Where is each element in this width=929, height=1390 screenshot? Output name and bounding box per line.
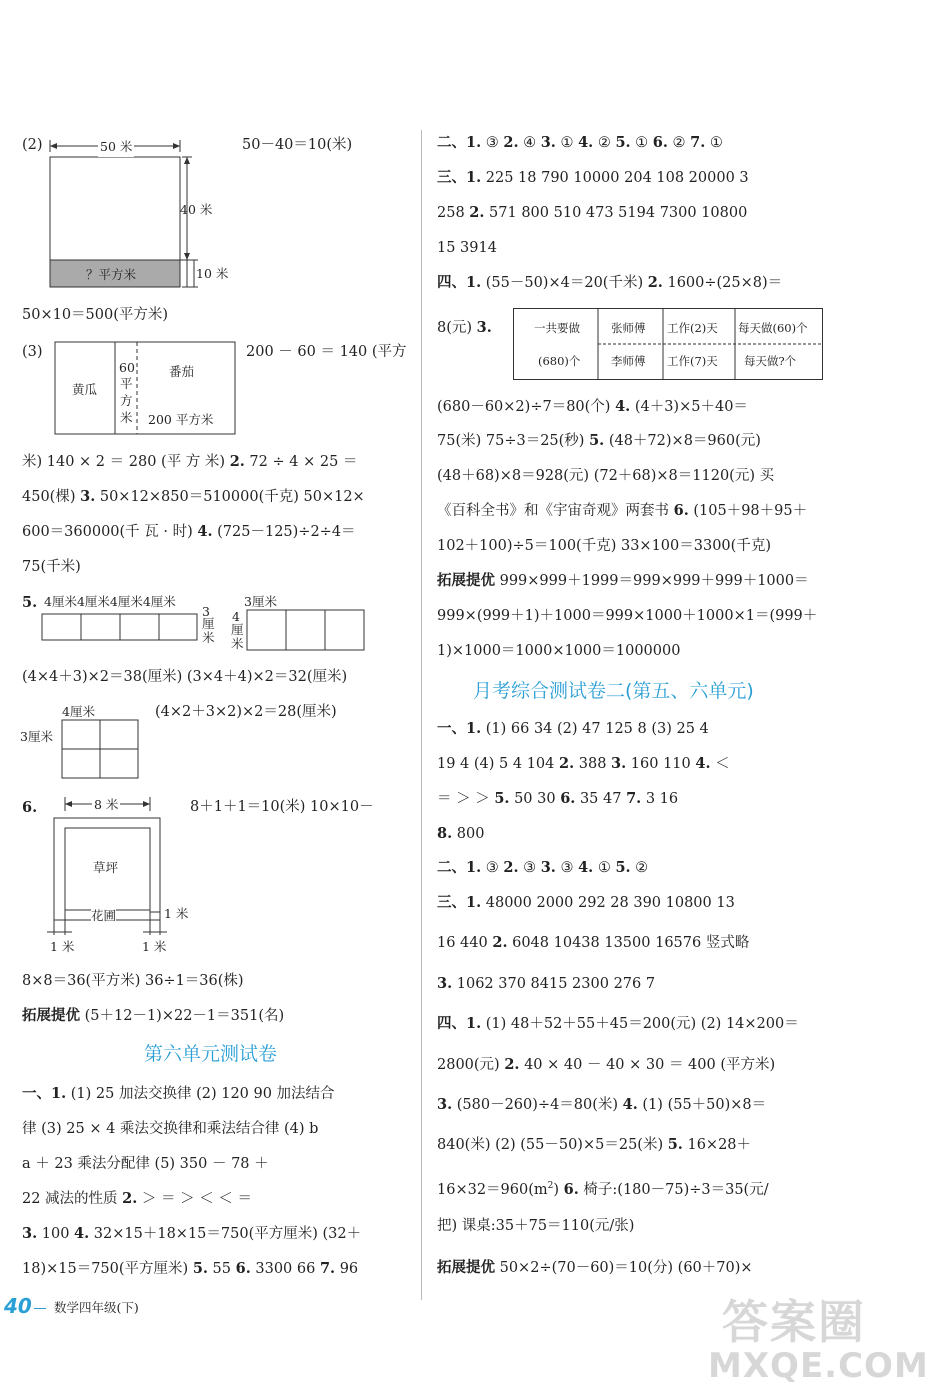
line-l9: 一、1. (1) 25 加法交换律 (2) 120 90 加法结合: [22, 1085, 335, 1102]
fig5-num: 5.: [22, 594, 38, 611]
fig5b-calc: (4×2＋3×2)×2＝28(厘米): [155, 704, 337, 720]
line-r25: 3. (580－260)÷4＝80(米) 4. (1) (55＋50)×8＝: [437, 1096, 767, 1113]
fig2-calc: 50－40＝10(米): [242, 137, 353, 153]
table-total-value: (680)个: [538, 354, 581, 368]
line-r14: 1)×1000＝1000×1000＝1000000: [437, 643, 681, 659]
table-total-label: 一共要做: [534, 321, 580, 335]
fig5-r3: 米: [202, 630, 215, 645]
line-r27: $16\times 32=960(m^2)$ 6. 椅子:(180－75)÷3＝35(元/: [437, 1180, 769, 1198]
footer-dash: [34, 1308, 46, 1309]
line-l12: 22 减法的性质 2. ＞ ＝ ＞ ＜ ＜ ＝: [22, 1190, 252, 1207]
line-l6: (4×4＋3)×2＝38(厘米) (3×4＋4)×2＝32(厘米): [22, 669, 348, 685]
fig5b-top: 4厘米: [62, 704, 95, 719]
fig3-cucumber: 黄瓜: [72, 382, 98, 397]
line-l13: 3. 100 4. 32×15＋18×15＝750(平方厘米) (32＋: [22, 1225, 362, 1242]
line-r10: 《百科全书》和《宇宙奇观》两套书 6. (105＋98＋95＋: [437, 502, 808, 519]
line-r2: 三、1. 225 18 790 10000 204 108 20000 3: [437, 169, 749, 186]
fig5b-side: 3厘米: [20, 729, 53, 744]
fig5-l3: 米: [231, 636, 244, 651]
line-r9: (48＋68)×8＝928(元) (72＋68)×8＝1120(元) 买: [437, 468, 775, 484]
line-l10: 律 (3) 25 × 4 乘法交换律和乘法结合律 (4) b: [22, 1121, 319, 1137]
line-r24: 2800(元) 2. 40 × 40 － 40 × 30 ＝ 400 (平方米): [437, 1056, 776, 1073]
right-section-title: 月考综合测试卷二(第五、六单元): [473, 680, 754, 702]
line-r26: 840(米) (2) (55－50)×5＝25(米) 5. 16×28＋: [437, 1136, 752, 1153]
fig2-height2: 10 米: [196, 266, 229, 281]
line-r22: 3. 1062 370 8415 2300 276 7: [437, 975, 656, 992]
table-rate-zhang: 每天做(60)个: [738, 321, 808, 335]
fig3-fang: 方: [120, 393, 133, 408]
line-r7: (680－60×2)÷7＝80(个) 4. (4＋3)×5＋40＝: [437, 398, 748, 415]
page-number: 40: [4, 1294, 32, 1318]
fig6-top: 8 米: [92, 795, 120, 815]
line-r28: 把) 课桌:35＋75＝110(元/张): [437, 1218, 635, 1234]
line-r16: 19 4 (4) 5 4 104 2. 388 3. 160 110 4. ＜: [437, 755, 730, 772]
watermark-logo: 答案圈: [722, 1295, 866, 1349]
footer-text: 数学四年级(下): [54, 1300, 139, 1315]
fig3-label: (3): [22, 344, 43, 360]
line-r12: 拓展提优 999×999＋1999＝999×999＋999＋1000＝: [437, 572, 809, 589]
fig5-top: 4厘米4厘米4厘米4厘米: [44, 594, 176, 609]
table-days-zhang: 工作(2)天: [667, 321, 718, 335]
line-r17: ＝ ＞ ＞ 5. 50 30 6. 35 47 7. 3 16: [437, 790, 679, 807]
fig6-b1: 1 米: [50, 939, 75, 954]
line-r19: 二、1. ③ 2. ③ 3. ③ 4. ① 5. ②: [437, 859, 649, 876]
line-l14: 18)×15＝750(平方厘米) 5. 55 6. 3300 66 7. 96: [22, 1260, 359, 1277]
fig6-garden: 花圃: [91, 906, 116, 926]
line-r1: 二、1. ③ 2. ④ 3. ① 4. ② 5. ① 6. ② 7. ①: [437, 134, 723, 151]
line-l4: 600＝360000(千 瓦 · 时) 4. (725－125)÷2÷4＝: [22, 523, 356, 540]
line-r20: 三、1. 48000 2000 292 28 390 10800 13: [437, 894, 735, 911]
fig6-right: 1 米: [164, 906, 189, 921]
table-days-li: 工作(7)天: [667, 354, 718, 368]
line-r5: 四、1. (55－50)×4＝20(千米) 2. 1600÷(25×8)＝: [437, 274, 783, 291]
fig5-l1: 4: [232, 609, 240, 624]
fig3-60: 60: [119, 360, 135, 375]
fig3-calc: 200 － 60 ＝ 140 (平方: [246, 344, 407, 360]
line-r3: 258 2. 571 800 510 473 5194 7300 10800: [437, 204, 748, 221]
fig6-calc: 8＋1＋1＝10(米) 10×10－: [190, 799, 374, 815]
line-l1: 50×10＝500(平方米): [22, 307, 169, 323]
left-section-title: 第六单元测试卷: [144, 1043, 278, 1065]
line-l3: 450(棵) 3. 50×12×850＝510000(千克) 50×12×: [22, 488, 365, 505]
fig6-grass: 草坪: [93, 860, 119, 875]
line-l7: 8×8＝36(平方米) 36÷1＝36(株): [22, 973, 244, 989]
line-r23: 四、1. (1) 48＋52＋55＋45＝200(元) (2) 14×200＝: [437, 1015, 799, 1032]
line-r29: 拓展提优 50×2÷(70－60)＝10(分) (60＋70)×: [437, 1259, 753, 1276]
fig5-r1: 3: [202, 604, 210, 619]
fig5-l2: 厘: [231, 622, 244, 637]
fig3-area: 200 平方米: [148, 412, 214, 427]
line-r21: 16 440 2. 6048 10438 13500 16576 竖式略: [437, 934, 750, 951]
line-r15: 一、1. (1) 66 34 (2) 47 125 8 (3) 25 4: [437, 720, 709, 737]
fig2-width: 50 米: [98, 137, 134, 157]
fig3-tomato: 番茄: [169, 364, 195, 379]
line-l11: a ＋ 23 乘法分配律 (5) 350 － 78 ＋: [22, 1156, 269, 1172]
fig3-ping: 平: [120, 376, 133, 391]
fig5-r2: 厘: [202, 616, 215, 631]
line-r11: 102＋100)÷5＝100(千克) 33×100＝3300(千克): [437, 538, 771, 554]
table-worker-zhang: 张师傅: [611, 321, 646, 335]
line-r6: 8(元) 3.: [437, 319, 492, 336]
fig3-mi: 米: [120, 410, 133, 425]
line-l8: 拓展提优 (5＋12－1)×22－1＝351(名): [22, 1007, 285, 1024]
table-rate-li: 每天做?个: [744, 354, 797, 368]
fig6-num: 6.: [22, 799, 38, 816]
line-r18: 8. 800: [437, 825, 485, 842]
line-l2: 米) 140 × 2 ＝ 280 (平 方 米) 2. 72 ÷ 4 × 25 ＝: [22, 453, 358, 470]
fig2-height: 40 米: [180, 202, 213, 217]
fig2-area: ？平方米: [86, 267, 137, 282]
fig6-b2: 1 米: [142, 939, 167, 954]
work-table: [513, 308, 823, 380]
line-r4: 15 3914: [437, 240, 497, 256]
line-r13: 999×(999＋1)＋1000＝999×1000＋1000×1＝(999＋: [437, 608, 818, 624]
fig2-label: (2): [22, 137, 43, 153]
line-r8: 75(米) 75÷3＝25(秒) 5. (48＋72)×8＝960(元): [437, 432, 761, 449]
table-worker-li: 李师傅: [611, 354, 646, 368]
line-l5: 75(千米): [22, 559, 81, 575]
watermark-url: MXQE.COM: [708, 1346, 929, 1386]
fig5-top2: 3厘米: [244, 594, 277, 609]
